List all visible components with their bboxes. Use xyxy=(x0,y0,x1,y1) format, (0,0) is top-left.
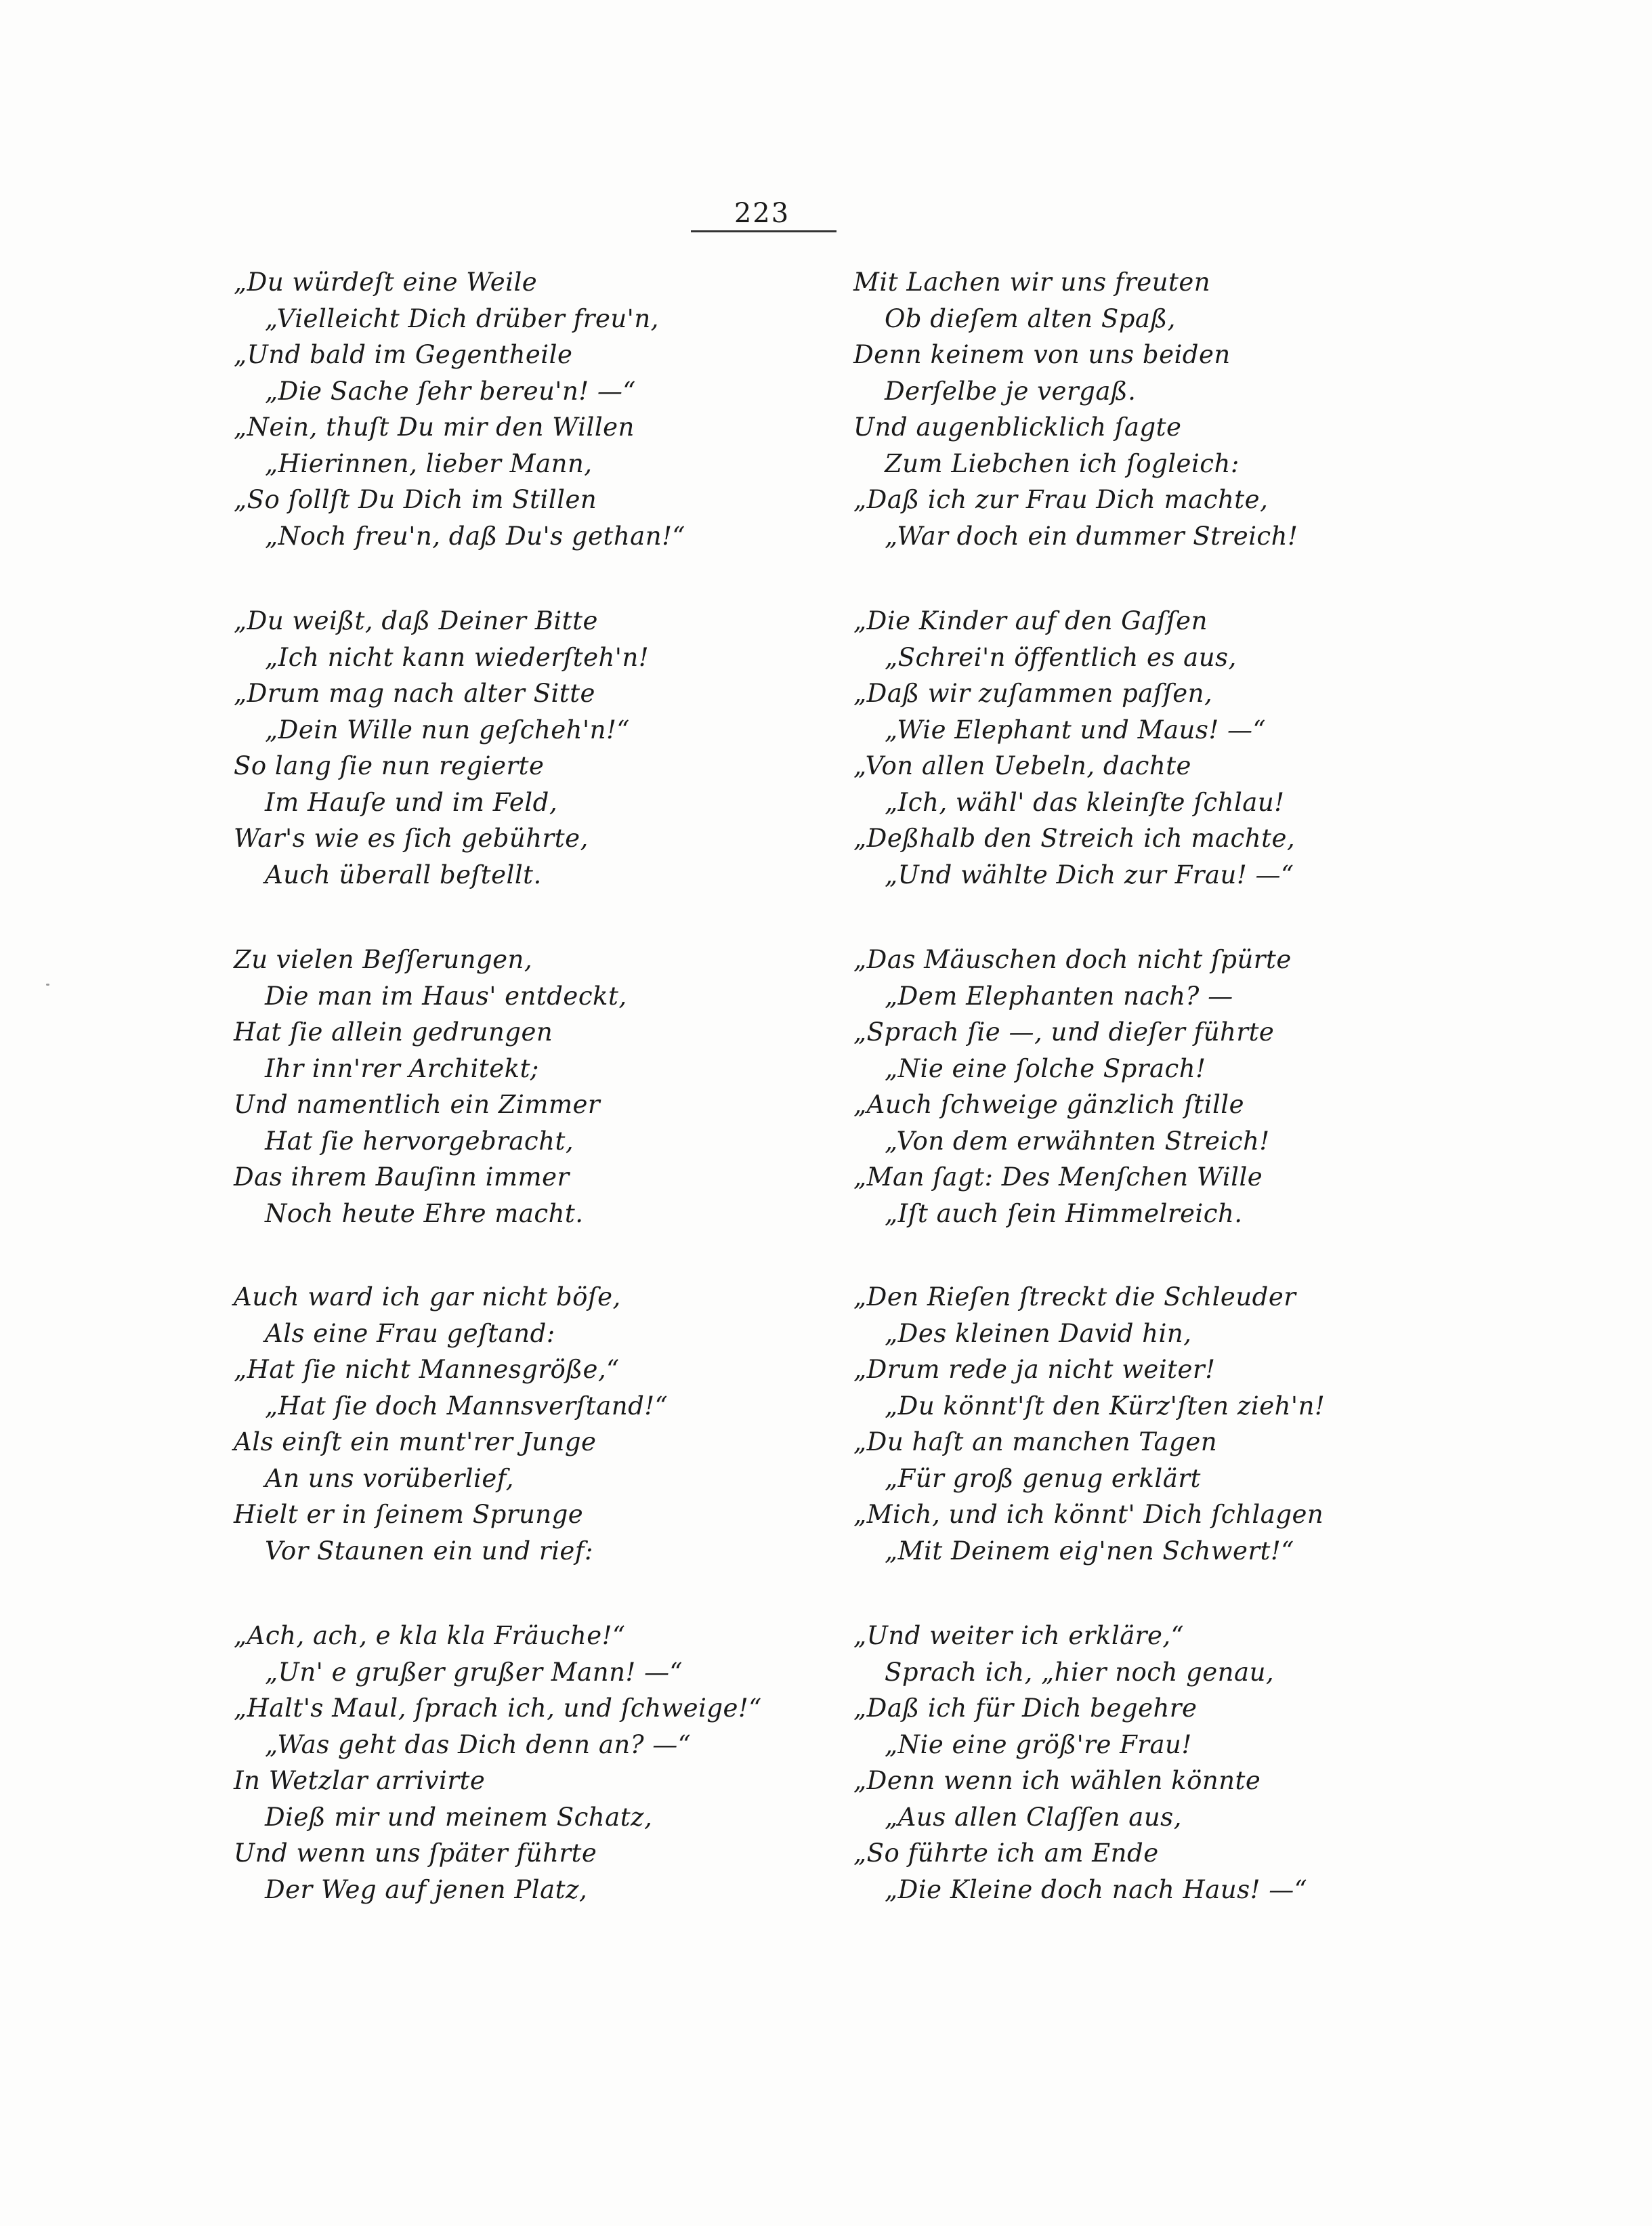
verse-line: „Hierinnen, lieber Mann, xyxy=(265,448,593,478)
verse-line: „Drum mag nach alter Sitte xyxy=(234,679,595,708)
verse-line: So lang ſie nun regierte xyxy=(234,751,545,780)
verse-line: „Ach, ach, e kla kla Fräuche!“ xyxy=(234,1621,626,1650)
verse-line: Als eine Frau geſtand: xyxy=(265,1318,555,1348)
verse-line: Derſelbe je vergaß. xyxy=(885,376,1137,406)
verse-line: „Schrei'n öffentlich es aus, xyxy=(885,642,1237,672)
verse-line: „Und bald im Gegentheile xyxy=(234,340,573,369)
stanza xyxy=(234,603,911,893)
verse-line: „Von allen Uebeln, dachte xyxy=(853,751,1191,780)
verse-line: „Dein Wille nun geſcheh'n!“ xyxy=(265,715,630,744)
verse-line: Vor Staunen ein und rief: xyxy=(265,1536,593,1566)
verse-line: Das ihrem Bauſinn immer xyxy=(234,1162,570,1192)
verse-line: „Für groß genug erklärt xyxy=(885,1463,1201,1493)
verse-line: „Mich, und ich könnt' Dich ſchlagen xyxy=(853,1500,1324,1529)
verse-line: Und augenblicklich ſagte xyxy=(853,413,1182,442)
verse-line: Denn keinem von uns beiden xyxy=(853,340,1231,369)
verse-line: Im Hauſe und im Feld, xyxy=(265,787,558,817)
verse-line: „So führte ich am Ende xyxy=(853,1839,1159,1868)
verse-line: „Nie eine ſolche Sprach! xyxy=(885,1053,1206,1083)
verse-line: „Noch freu'n, daß Du's gethan!“ xyxy=(265,521,685,551)
verse-line: „Von dem erwähnten Streich! xyxy=(885,1126,1270,1156)
verse-line: „Drum rede ja nicht weiter! xyxy=(853,1355,1216,1384)
verse-line: „Deßhalb den Streich ich machte, xyxy=(853,824,1296,853)
verse-line: Ob dieſem alten Spaß, xyxy=(885,303,1176,333)
verse-line: „Ich, wähl' das kleinſte ſchlau! xyxy=(885,787,1285,817)
verse-line: „Und wählte Dich zur Frau! —“ xyxy=(885,860,1294,889)
verse-line: „Halt's Maul, ſprach ich, und ſchweige!“ xyxy=(234,1694,762,1723)
stanza xyxy=(853,264,1531,554)
verse-line: Auch überall beſtellt. xyxy=(265,860,542,889)
header-rule xyxy=(691,230,836,232)
verse-line: „Hat ſie nicht Mannesgröße,“ xyxy=(234,1355,620,1384)
page-number: 223 xyxy=(734,198,790,229)
verse-line: „Hat ſie doch Mannsverſtand!“ xyxy=(265,1391,669,1421)
verse-line: Und wenn uns ſpäter führte xyxy=(234,1839,597,1868)
verse-line: „Wie Elephant und Maus! —“ xyxy=(885,715,1266,744)
stanza xyxy=(853,603,1531,893)
verse-line: „Was geht das Dich denn an? —“ xyxy=(265,1729,692,1759)
verse-line: „War doch ein dummer Streich! xyxy=(885,521,1298,551)
verse-line: „Du könnt'ſt den Kürz'ſten zieh'n! xyxy=(885,1391,1326,1421)
verse-line: „Mit Deinem eig'nen Schwert!“ xyxy=(885,1536,1294,1566)
verse-line: „Man ſagt: Des Menſchen Wille xyxy=(853,1162,1263,1192)
verse-line: Zum Liebchen ich ſogleich: xyxy=(885,448,1240,478)
verse-line: „Daß ich für Dich begehre xyxy=(853,1694,1198,1723)
verse-line: Mit Lachen wir uns freuten xyxy=(853,268,1211,297)
verse-line: „Un' e grußer grußer Mann! —“ xyxy=(265,1657,683,1687)
verse-line: Noch heute Ehre macht. xyxy=(265,1198,584,1228)
verse-line: „Ich nicht kann wiederſteh'n! xyxy=(265,642,650,672)
verse-line: Hat ſie hervorgebracht, xyxy=(265,1126,574,1156)
stanza xyxy=(853,1618,1531,1908)
verse-line: „Daß wir zuſammen paſſen, xyxy=(853,679,1213,708)
verse-line: „Du weißt, daß Deiner Bitte xyxy=(234,606,598,635)
verse-line: Auch ward ich gar nicht böſe, xyxy=(234,1282,621,1311)
verse-line: „Die Kinder auf den Gaſſen xyxy=(853,606,1208,635)
stanza xyxy=(234,942,911,1232)
verse-line: „Daß ich zur Frau Dich machte, xyxy=(853,485,1269,514)
verse-line: „Aus allen Claſſen aus, xyxy=(885,1802,1182,1832)
verse-line: „Vielleicht Dich drüber freu'n, xyxy=(265,303,659,333)
verse-line: „Des kleinen David hin, xyxy=(885,1318,1192,1348)
stanza xyxy=(853,1279,1531,1569)
verse-line: Ihr inn'rer Architekt; xyxy=(265,1053,539,1083)
verse-line: Dieß mir und meinem Schatz, xyxy=(265,1802,653,1832)
verse-line: „Den Rieſen ſtreckt die Schleuder xyxy=(853,1282,1296,1311)
verse-line: „Das Mäuschen doch nicht ſpürte xyxy=(853,945,1292,974)
stanza xyxy=(234,1279,911,1569)
verse-line: „Auch ſchweige gänzlich ſtille xyxy=(853,1090,1245,1119)
verse-line: Der Weg auf jenen Platz, xyxy=(265,1874,588,1904)
verse-line: „Iſt auch ſein Himmelreich. xyxy=(885,1198,1243,1228)
verse-line: War's wie es ſich gebührte, xyxy=(234,824,589,853)
verse-line: „Die Kleine doch nach Haus! —“ xyxy=(885,1874,1308,1904)
stanza xyxy=(234,264,911,554)
verse-line: „Und weiter ich erkläre,“ xyxy=(853,1621,1185,1650)
verse-line: Sprach ich, „hier noch genau, xyxy=(885,1657,1275,1687)
verse-line: Hat ſie allein gedrungen xyxy=(234,1017,553,1047)
verse-line: In Wetzlar arrivirte xyxy=(234,1766,486,1795)
verse-line: „Nein, thuſt Du mir den Willen xyxy=(234,413,635,442)
verse-line: „Denn wenn ich wählen könnte xyxy=(853,1766,1261,1795)
verse-line: „Du haſt an manchen Tagen xyxy=(853,1427,1218,1456)
verse-line: „Die Sache ſehr bereu'n! —“ xyxy=(265,376,636,406)
verse-line: Als einſt ein munt'rer Junge xyxy=(234,1427,597,1456)
verse-line: „So ſollſt Du Dich im Stillen xyxy=(234,485,597,514)
stanza xyxy=(234,1618,911,1908)
verse-line: „Sprach ſie —, und dieſer führte xyxy=(853,1017,1275,1047)
verse-line: Hielt er in ſeinem Sprunge xyxy=(234,1500,584,1529)
verse-line: „Dem Elephanten nach? — xyxy=(885,981,1233,1011)
verse-line: An uns vorüberlief, xyxy=(265,1463,514,1493)
verse-line: „Du würdeſt eine Weile xyxy=(234,268,538,297)
paper-speck xyxy=(46,984,49,986)
stanza xyxy=(853,942,1531,1232)
verse-line: „Nie eine größ're Frau! xyxy=(885,1729,1192,1759)
verse-line: Zu vielen Beſſerungen, xyxy=(234,945,533,974)
verse-line: Die man im Haus' entdeckt, xyxy=(265,981,627,1011)
verse-line: Und namentlich ein Zimmer xyxy=(234,1090,601,1119)
